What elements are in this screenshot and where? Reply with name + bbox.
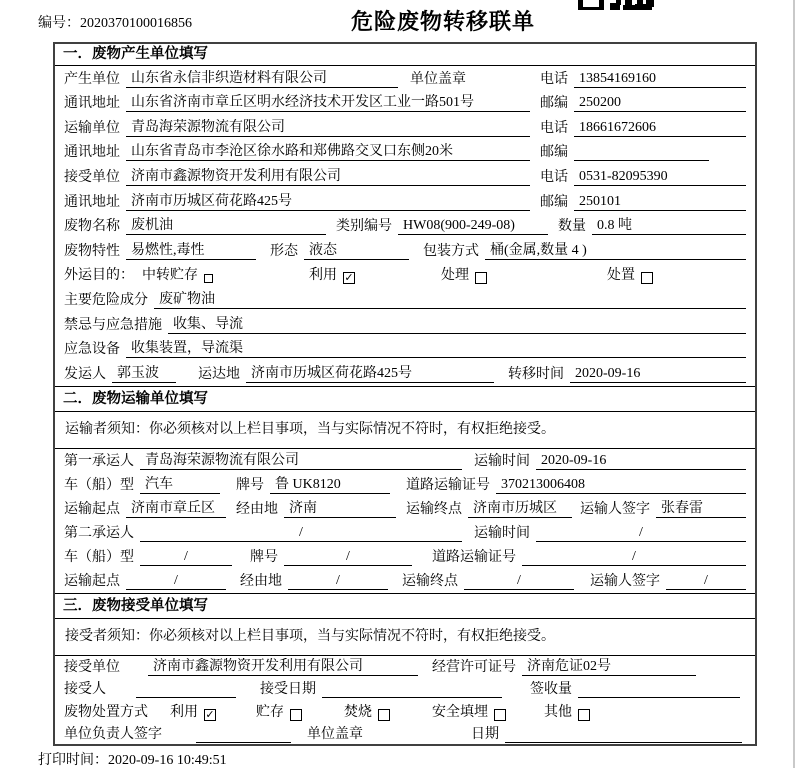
emergency-measures-field[interactable]: 收集、导流 xyxy=(168,316,746,334)
shipper-field[interactable]: 郭玉波 xyxy=(112,365,176,383)
road-permit1-label: 道路运输证号 xyxy=(406,477,490,493)
vehicle-type1-label: 车（船）型 xyxy=(64,477,134,493)
first-carrier-field[interactable]: 青岛海荣源物流有限公司 xyxy=(140,452,462,470)
page-title: 危险废物转移联单 xyxy=(350,9,535,34)
emergency-equipment-label: 应急设备 xyxy=(64,342,120,358)
receiver-zip-label: 邮编 xyxy=(540,194,568,210)
transport-time1-label: 运输时间 xyxy=(474,453,530,469)
transport-time1-field[interactable]: 2020-09-16 xyxy=(536,452,746,470)
disposal-method-label: 废物处置方式 xyxy=(64,704,148,720)
origin2-field[interactable]: / xyxy=(126,572,226,590)
disposal-storage-label: 贮存 xyxy=(256,704,284,720)
section3-notice: 接受者须知：你必须核对以上栏目事项，当与实际情况不符时，有权拒绝接受。 xyxy=(55,619,755,656)
end2-label: 运输终点 xyxy=(402,574,458,590)
disposal-utilize-label: 利用 xyxy=(170,704,198,720)
quantity-field[interactable]: 0.8 吨 xyxy=(592,217,746,235)
dispose-checkbox[interactable] xyxy=(641,272,653,284)
print-time xyxy=(38,749,227,769)
manifest-form xyxy=(53,42,757,746)
disposal-storage-checkbox[interactable] xyxy=(290,709,302,721)
receiver-address-label: 通讯地址 xyxy=(64,194,120,210)
receiver-zip-field[interactable]: 250101 xyxy=(574,193,746,211)
via1-label: 经由地 xyxy=(236,502,278,517)
accept-unit-field[interactable]: 济南市鑫源物资开发利用有限公司 xyxy=(148,658,418,676)
row-vehicle1 xyxy=(55,473,755,497)
utilize-checkbox[interactable]: ✓ xyxy=(344,272,354,285)
origin1-field[interactable]: 济南市章丘区 xyxy=(126,500,226,518)
packaging-field[interactable]: 桶(金属,数量 4 ) xyxy=(485,242,746,260)
transporter-zip-field[interactable] xyxy=(574,144,709,161)
characteristic-label: 废物特性 xyxy=(64,243,120,259)
transporter-phone-label: 电话 xyxy=(540,120,568,136)
receiver-field[interactable]: 济南市鑫源物资开发利用有限公司 xyxy=(126,168,530,186)
transfer-time-label: 转移时间 xyxy=(508,366,564,382)
via2-field[interactable]: / xyxy=(288,572,388,590)
hazard-components-field[interactable]: 废矿物油 xyxy=(154,291,746,309)
shipper-label: 发运人 xyxy=(64,366,106,382)
transporter-address-field[interactable]: 山东省青岛市李沧区徐水路和郑佛路交叉口东侧20米 xyxy=(126,143,530,161)
row-recipient xyxy=(55,679,755,702)
section2-title: 二．废物运输单位填写 xyxy=(55,386,755,412)
row-first-carrier xyxy=(55,449,755,473)
print-time-value: 2020-09-16 10:49:51 xyxy=(108,753,227,768)
destination-label: 运达地 xyxy=(198,366,240,382)
producer-label: 产生单位 xyxy=(64,71,120,87)
vehicle-type1-field[interactable]: 汽车 xyxy=(140,476,220,494)
disposal-landfill-label: 安全填埋 xyxy=(432,704,488,720)
road-permit2-label: 道路运输证号 xyxy=(432,550,516,566)
utilize-option-label: 利用 xyxy=(309,268,337,284)
plate1-field[interactable]: 鲁 UK8120 xyxy=(270,476,390,494)
destination-field[interactable]: 济南市历城区荷花路425号 xyxy=(246,365,494,383)
origin1-label: 运输起点 xyxy=(64,502,120,517)
transporter-field[interactable]: 青岛海荣源物流有限公司 xyxy=(126,119,530,137)
transfer-time-field[interactable]: 2020-09-16 xyxy=(570,365,746,383)
recipient-label: 接受人 xyxy=(64,682,106,698)
row-route2 xyxy=(55,569,755,593)
emergency-equipment-field[interactable]: 收集装置，导流渠 xyxy=(126,340,746,358)
via1-field[interactable]: 济南 xyxy=(284,500,396,518)
row-receiver-address xyxy=(55,189,755,214)
row-emergency-equipment xyxy=(55,337,755,362)
serial-label: 编号： xyxy=(38,16,80,31)
transporter-address-label: 通讯地址 xyxy=(64,145,120,161)
carrier-sign2-label: 运输人签字 xyxy=(590,574,660,590)
disposal-other-checkbox[interactable] xyxy=(578,709,590,721)
transport-time2-label: 运输时间 xyxy=(474,526,530,542)
receiver-label: 接受单位 xyxy=(64,169,120,185)
row-second-carrier xyxy=(55,521,755,545)
row-shipper xyxy=(55,361,755,386)
disposal-incinerate-checkbox[interactable] xyxy=(378,709,390,721)
dispose-option-label: 处置 xyxy=(607,268,635,284)
section3-title: 三．废物接受单位填写 xyxy=(55,593,755,619)
row-transfer-purpose xyxy=(55,263,755,288)
row-route1 xyxy=(55,497,755,521)
producer-field[interactable]: 山东省永信非织造材料有限公司 xyxy=(126,70,398,88)
physical-form-field[interactable]: 液态 xyxy=(304,242,409,260)
hazard-components-label: 主要危险成分 xyxy=(64,292,148,308)
row-accept-unit xyxy=(55,656,755,679)
receiver-phone-field[interactable]: 0531-82095390 xyxy=(574,168,746,186)
transporter-zip-label: 邮编 xyxy=(540,145,568,161)
waste-name-label: 废物名称 xyxy=(64,219,120,235)
row-transporter-address xyxy=(55,140,755,165)
license-field[interactable]: 济南危证02号 xyxy=(522,658,696,676)
producer-address-label: 通讯地址 xyxy=(64,96,120,112)
waste-name-field[interactable]: 废机油 xyxy=(126,217,326,235)
producer-phone-field[interactable]: 13854169160 xyxy=(574,70,746,88)
row-receiver xyxy=(55,164,755,189)
producer-address-field[interactable]: 山东省济南市章丘区明水经济技术开发区工业一路501号 xyxy=(126,94,530,112)
transit-storage-option-label: 中转贮存 xyxy=(142,268,198,284)
plate2-label: 牌号 xyxy=(250,550,278,566)
packaging-label: 包装方式 xyxy=(423,243,479,259)
treat-checkbox[interactable] xyxy=(475,272,487,284)
characteristic-field[interactable]: 易燃性,毒性 xyxy=(126,242,256,260)
page-edge-divider xyxy=(793,0,795,768)
unit-seal2-label: 单位盖章 xyxy=(307,727,363,743)
transport-time2-field[interactable]: / xyxy=(536,524,746,542)
plate1-label: 牌号 xyxy=(236,477,264,493)
responsible-sign-field[interactable] xyxy=(196,726,291,743)
via2-label: 经由地 xyxy=(240,574,282,590)
second-carrier-field[interactable]: / xyxy=(140,524,462,542)
producer-phone-label: 电话 xyxy=(540,71,568,87)
first-carrier-label: 第一承运人 xyxy=(64,453,134,469)
row-waste-characteristics xyxy=(55,238,755,263)
row-hazard-components xyxy=(55,287,755,312)
signed-amount-field[interactable] xyxy=(578,681,740,698)
treat-option-label: 处理 xyxy=(441,268,469,284)
signed-amount-label: 签收量 xyxy=(530,682,572,698)
physical-form-label: 形态 xyxy=(270,243,298,259)
disposal-landfill-checkbox[interactable] xyxy=(494,709,506,721)
row-disposal-method xyxy=(55,701,755,724)
carrier-sign1-field[interactable]: 张春雷 xyxy=(656,500,746,518)
disposal-incinerate-label: 焚烧 xyxy=(344,704,372,720)
quantity-label: 数量 xyxy=(558,219,586,235)
accept-date-field[interactable] xyxy=(322,681,502,698)
vehicle-type2-field[interactable]: / xyxy=(140,548,232,566)
second-carrier-label: 第二承运人 xyxy=(64,526,134,542)
end2-field[interactable]: / xyxy=(464,572,574,590)
seal-date-label: 日期 xyxy=(471,727,499,743)
producer-zip-label: 邮编 xyxy=(540,96,568,112)
row-producer xyxy=(55,66,755,91)
road-permit1-field[interactable]: 370213006408 xyxy=(496,476,746,494)
origin2-label: 运输起点 xyxy=(64,574,120,590)
purpose-label: 外运目的： xyxy=(64,268,134,284)
disposal-utilize-checkbox[interactable]: ✓ xyxy=(205,708,215,721)
vehicle-type2-label: 车（船）型 xyxy=(64,550,134,566)
producer-zip-field[interactable]: 250200 xyxy=(574,94,746,112)
row-vehicle2 xyxy=(55,545,755,569)
accept-unit-label: 接受单位 xyxy=(64,659,120,675)
road-permit2-field[interactable]: / xyxy=(522,548,746,566)
print-time-label: 打印时间： xyxy=(38,753,108,768)
emergency-measures-label: 禁忌与应急措施 xyxy=(64,317,162,333)
qr-code-partial-icon xyxy=(578,0,654,10)
license-label: 经营许可证号 xyxy=(432,659,516,675)
carrier-sign2-field[interactable]: / xyxy=(666,572,746,590)
responsible-sign-label: 单位负责人签字 xyxy=(64,727,162,743)
transporter-phone-field[interactable]: 18661672606 xyxy=(574,119,746,137)
transporter-label: 运输单位 xyxy=(64,120,120,136)
row-transporter xyxy=(55,115,755,140)
transit-storage-checkbox[interactable] xyxy=(204,274,213,283)
row-responsible-sign xyxy=(55,724,755,746)
disposal-other-label: 其他 xyxy=(544,704,572,720)
section1-title: 一．废物产生单位填写 xyxy=(55,44,755,66)
category-code-label: 类别编号 xyxy=(336,219,392,235)
category-code-field[interactable]: HW08(900-249-08) xyxy=(398,217,548,235)
row-waste-name xyxy=(55,214,755,239)
recipient-field[interactable] xyxy=(136,681,236,698)
unit-seal-label: 单位盖章 xyxy=(410,71,466,87)
section2-notice: 运输者须知：你必须核对以上栏目事项，当与实际情况不符时，有权拒绝接受。 xyxy=(55,412,755,449)
receiver-address-field[interactable]: 济南市历城区荷花路425号 xyxy=(126,193,530,211)
end1-label: 运输终点 xyxy=(406,502,462,517)
end1-field[interactable]: 济南市历城区 xyxy=(468,500,572,518)
seal-date-field[interactable] xyxy=(505,726,742,743)
carrier-sign1-label: 运输人签字 xyxy=(580,502,650,517)
row-producer-address xyxy=(55,91,755,116)
plate2-field[interactable]: / xyxy=(284,548,412,566)
accept-date-label: 接受日期 xyxy=(260,682,316,698)
serial-value: 2020370100016856 xyxy=(80,16,192,31)
row-emergency-measures xyxy=(55,312,755,337)
receiver-phone-label: 电话 xyxy=(540,169,568,185)
